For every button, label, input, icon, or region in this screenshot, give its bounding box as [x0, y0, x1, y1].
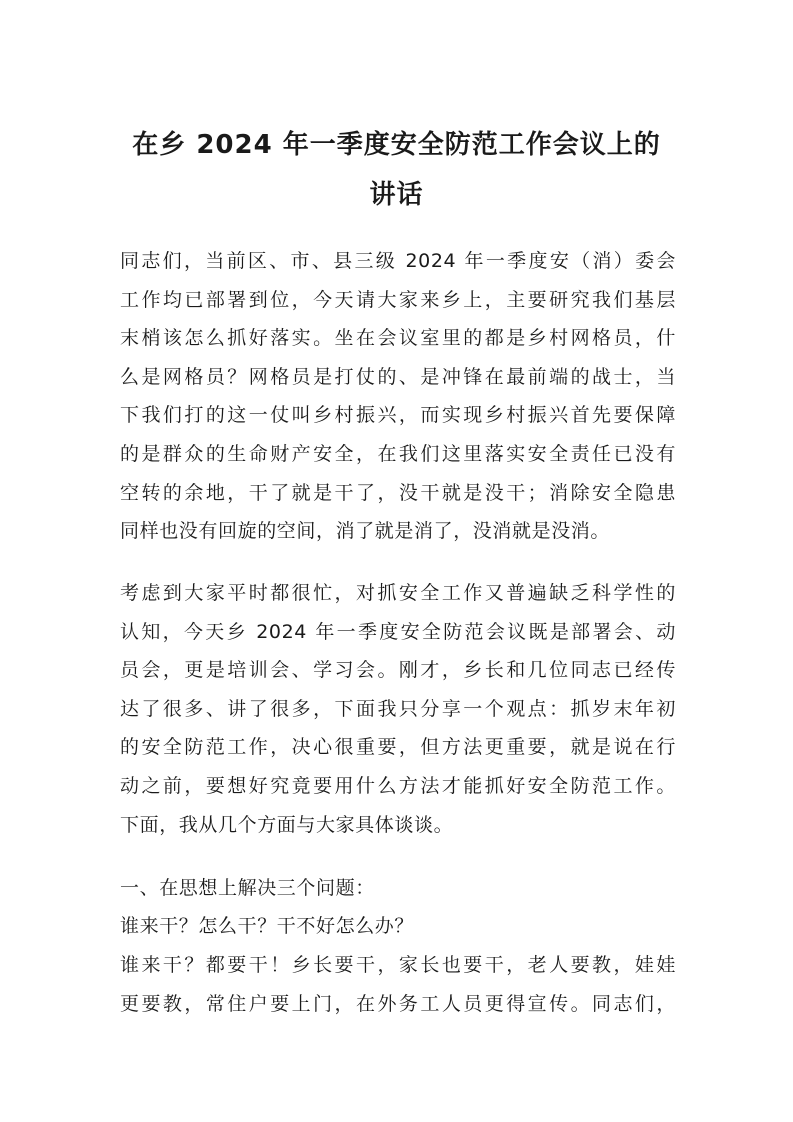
paragraph-2: [120, 574, 676, 844]
paragraph-1-line: 同志们，当前区、市、县三级 2024 年一季度安（消）委会: [120, 250, 676, 272]
paragraph-2-line: 考虑到大家平时都很忙，对抓安全工作又普遍缺乏科学性的: [120, 582, 676, 604]
paragraph-1-line: 的是群众的生命财产安全，在我们这里落实安全责任已没有: [120, 442, 676, 465]
paragraph-2-line: 员会，更是培训会、学习会。刚才，乡长和几位同志已经传: [120, 659, 676, 682]
paragraph-3-line: 更要教，常住户要上门，在外务工人员更得宣传。同志们，: [120, 992, 676, 1015]
paragraph-1-line: 末梢该怎么抓好落实。坐在会议室里的都是乡村网格员，什: [120, 327, 676, 350]
paragraph-3: [120, 946, 676, 1023]
questions-line: [120, 907, 676, 946]
paragraph-2-line: 动之前，要想好究竟要用什么方法才能抓好安全防范工作。: [120, 774, 676, 797]
paragraph-1-line: 工作均已部署到位，今天请大家来乡上，主要研究我们基层: [120, 288, 676, 311]
paragraph-2-line: 认知，今天乡 2024 年一季度安全防范会议既是部署会、动: [120, 620, 676, 643]
questions-line-text: 谁来干？怎么干？干不好怎么办？: [120, 915, 415, 937]
paragraph-2-line: 的安全防范工作，决心很重要，但方法更重要，就是说在行: [120, 736, 676, 759]
paragraph-1-line: 空转的余地，干了就是干了，没干就是没干；消除安全隐患: [120, 481, 676, 504]
section-heading-1-text: 一、在思想上解决三个问题：: [120, 877, 375, 899]
paragraph-3-line: 谁来干？都要干！乡长要干，家长也要干，老人要教，娃娃: [120, 954, 676, 976]
paragraph-2-line: 达了很多、讲了很多，下面我只分享一个观点：抓岁末年初: [120, 697, 676, 720]
paragraph-2-line: 下面，我从几个方面与大家具体谈谈。: [120, 813, 454, 836]
paragraph-1-line: 么是网格员？网格员是打仗的、是冲锋在最前端的战士，当: [120, 365, 676, 388]
paragraph-1-line: 同样也没有回旋的空间，消了就是消了，没消就是没消。: [120, 520, 611, 543]
document-title-line-2: 讲话: [369, 180, 424, 210]
document-title-line-1: 在乡 2024 年一季度安全防范工作会议上的: [132, 130, 661, 160]
section-heading-1: [120, 869, 676, 908]
paragraph-1: [120, 242, 676, 551]
paragraph-1-line: 下我们打的这一仗叫乡村振兴，而实现乡村振兴首先要保障: [120, 404, 676, 427]
